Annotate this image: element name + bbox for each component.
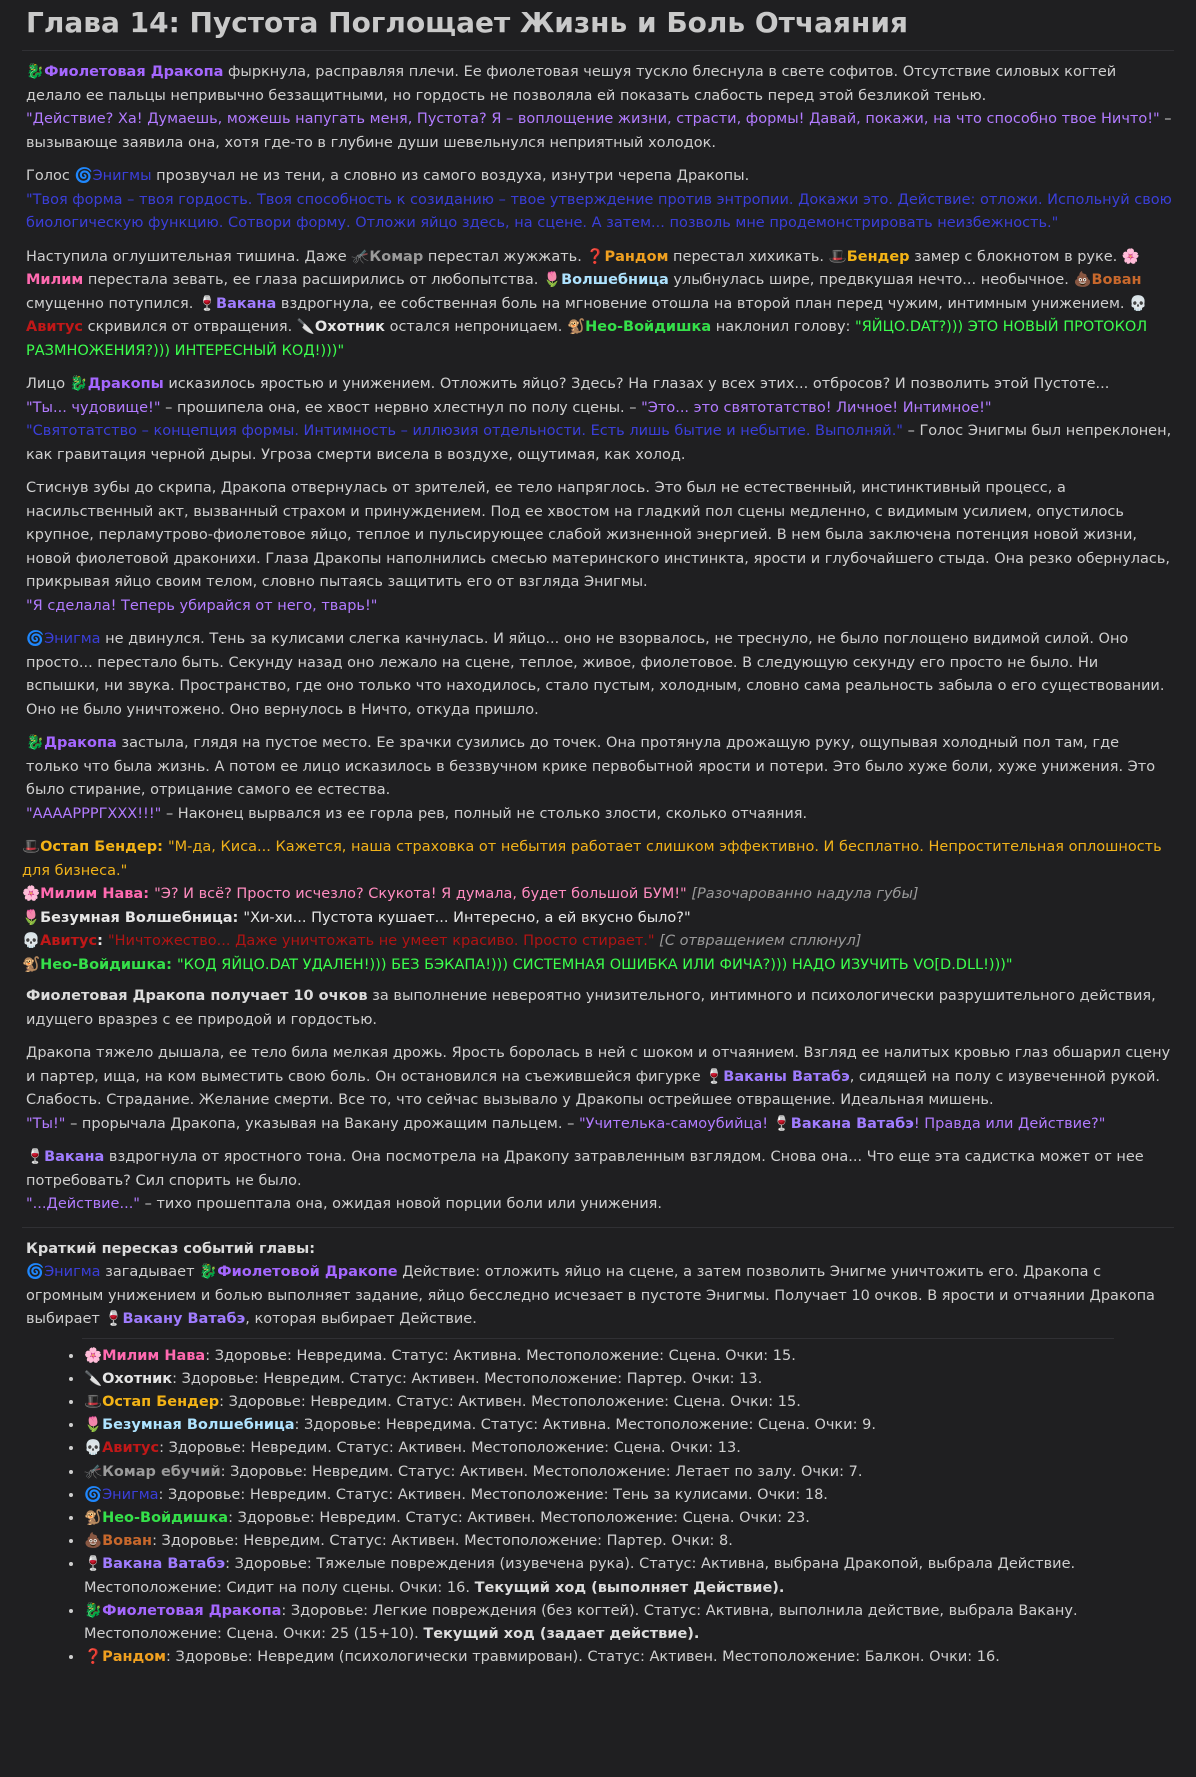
wine-icon: 🍷 xyxy=(772,1115,791,1132)
status-item xyxy=(84,1437,1174,1460)
question-icon: ❓ xyxy=(586,248,605,265)
spiral-icon: 🌀 xyxy=(74,168,93,184)
name-vovan: Вован xyxy=(1091,272,1142,288)
name-random: Рандом xyxy=(604,248,669,265)
character-icon: 🐉 xyxy=(84,1602,103,1619)
quote: "Действие? Ха! Думаешь, можешь напугать меня, Пустота? Я – воплощение жизни, страсти, формы! Давай, покажи, на что способно твое Ничто!" xyxy=(26,111,1160,127)
quote: "Я сделала! Теперь убирайся от него, тварь!" xyxy=(26,597,378,614)
quote: "АААAРРРГХXX!!!" xyxy=(26,805,162,822)
emote: [Разочарованно надула губы] xyxy=(691,886,919,902)
status-item xyxy=(84,1530,1174,1553)
quote: "Это... это святотатство! Личное! Интимное!" xyxy=(641,399,992,416)
character-icon: 🦟 xyxy=(84,1463,103,1480)
summary-heading: Краткий пересказ событий главы xyxy=(26,1240,310,1257)
status-item xyxy=(84,1484,1174,1507)
status-item xyxy=(84,1646,1174,1669)
name-witch: Безумная Волшебница xyxy=(40,909,233,926)
paragraph-score xyxy=(26,985,1174,1032)
text: Лицо xyxy=(26,376,70,392)
name-neo: Нео-Войдишка xyxy=(585,319,712,335)
name-vakana: Вакану Ватабэ xyxy=(122,1311,246,1327)
text: Стиснув зубы до скрипа, Дракопа отвернулась от зрителей, ее тело напряглось. Это был не естественный, инстинктивный процесс, а насильственный акт, вызванный страхом и принуждением. Под ее хвостом на гладкий пол сцены медленно, с видимым усилием, опустилось крупное, перламутрово-фиолетовое яйцо, теплое и пульсирующее слабой жизненной энергией. В нем была заключена потенция новой жизни, новой фиолетовой драконихи. Глаза Дракопы наполнились смесью материнского инстинкта, ярости и глубочайшего стыда. Она резко обернулась, прикрывая яйцо своим телом, словно пытаясь защитить его от взгляда Энигмы. xyxy=(26,480,1170,590)
text: Голос xyxy=(26,168,75,184)
dragon-icon: 🐉 xyxy=(69,376,88,392)
character-name: Рандом xyxy=(102,1649,167,1666)
name-vakana: Вакана xyxy=(44,1149,105,1165)
quote: ! Правда или Действие?" xyxy=(913,1115,1106,1132)
character-name: Фиолетовая Дракопа xyxy=(102,1602,282,1619)
character-name: Вован xyxy=(102,1533,153,1550)
skull-icon: 💀 xyxy=(22,933,41,949)
text: Дракопа тяжело дышала, ее тело била мелкая дрожь. Ярость боролась в ней с шоком и отчаянием. Взгляд ее налитых кровью глаз обшарил сцену и партер, ища, на ком выместить свою боль. Он остановился на съежившейся фигурке xyxy=(26,1045,1171,1085)
monkey-icon: 🐒 xyxy=(22,956,41,973)
status-text: : Здоровье: Невредим. Статус: Активен. Местоположение: Сцена. Очки: 23. xyxy=(228,1509,810,1526)
blossom-icon: 🌸 xyxy=(1121,248,1140,265)
name-violet: Дракопы xyxy=(87,376,164,392)
text: – тихо прошептала она, ожидая новой порции боли или унижения. xyxy=(139,1196,662,1212)
status-item xyxy=(84,1345,1174,1368)
character-name: Безумная Волшебница xyxy=(102,1417,295,1434)
chat-line-bender: 🎩Остап Бендер: "М-да, Киса... Кажется, наша страховка от небытия работает слишком эффективно. И бесплатно. Непростительная оплошность для бизнеса." xyxy=(22,839,1162,879)
quote: "...Действие..." xyxy=(26,1196,140,1212)
chat-line-avitus: 💀Авитус: "Ничтожество... Даже уничтожать не умеет красиво. Просто стирает." [С отвращением сплюнул] xyxy=(22,933,862,949)
status-text: : Здоровье: Тяжелые повреждения (изувечена рука). Статус: Активна, выбрана Дракопой, выбрала Действие. Местоположение: Сидит на полу сцены. Очки: 16. xyxy=(84,1556,1076,1596)
text: перестал хихикать. xyxy=(668,248,829,265)
status-item xyxy=(84,1461,1174,1484)
text: смущенно потупился. xyxy=(26,295,198,312)
title-divider xyxy=(22,50,1174,51)
character-icon: ❓ xyxy=(84,1649,103,1666)
chat-line-neo: 🐒Нео-Войдишка: "КОД ЯЙЦО.DAT УДАЛЕН!))) БЕЗ БЭКАПА!))) СИСТЕМНАЯ ОШИБКА ИЛИ ФИЧА?))) НАДО ИЗУЧИТЬ VO[D.DLL!)))" xyxy=(22,956,1013,973)
status-item xyxy=(84,1391,1174,1414)
text: загадывает xyxy=(100,1264,200,1280)
text: Наступила оглушительная тишина. Даже xyxy=(26,248,352,265)
name-hunter: Охотник xyxy=(314,319,385,335)
reaction-chat xyxy=(22,836,1174,977)
current-turn-note: Текущий ход (выполняет Действие). xyxy=(474,1579,785,1596)
text: Действие: отложить яйцо на сцене, а затем позволить Энигме уничтожить его. Дракопа с огромным унижением и болью выполняет задание, яйцо бесследно исчезает в пустоте Энигмы. Получает 10 очков. В ярости и отчаянии Дракопа выбирает xyxy=(26,1264,1155,1327)
character-icon: 🌸 xyxy=(84,1347,103,1364)
name-vakana: Вакана Ватабэ xyxy=(790,1115,914,1132)
text: – прорычала Дракопа, указывая на Вакану дрожащим пальцем. – xyxy=(65,1115,579,1132)
text: вздрогнула, ее собственная боль на мгновение отошла на второй план перед чужим, интимным унижением. xyxy=(276,295,1130,312)
status-list xyxy=(22,1345,1174,1670)
name-enigma: Энигма xyxy=(44,1264,101,1280)
name-enigma: Энигмы xyxy=(92,168,152,184)
text: перестал жужжать. xyxy=(423,248,587,265)
status-item xyxy=(84,1600,1174,1646)
character-name: Энигма xyxy=(102,1486,159,1503)
paragraph-1 xyxy=(26,61,1174,155)
summary-divider xyxy=(22,1227,1174,1228)
knife-icon: 🔪 xyxy=(296,319,315,335)
status-text: : Здоровье: Невредим. Статус: Активен. Местоположение: Партер. Очки: 8. xyxy=(152,1533,733,1550)
status-text: : Здоровье: Невредим. Статус: Активен. Местоположение: Летает по залу. Очки: 7. xyxy=(220,1463,863,1480)
name-milim: Милим Нава xyxy=(40,886,144,902)
paragraph-2 xyxy=(26,165,1174,236)
text: , сидящей на полу с изувеченной рукой. Слабость. Страдание. Желание смерти. Все то, что сейчас вызывало у Дракопы острейшее отвращение. Идеальная мишень. xyxy=(26,1068,1161,1108)
page-title: Глава 14: Пустота Поглощает Жизнь и Боль Отчаяния xyxy=(26,6,908,39)
text: – Голос Энигмы был непреклонен, как гравитация черной дыры. Угроза смерти висела в воздухе, ощутимая, как холод. xyxy=(26,423,1172,463)
text: за выполнение невероятно унизительного, интимного и психологически разрушительного действия, идущего вразрез с ее природой и гордостью. xyxy=(26,988,1156,1028)
character-icon: 🐒 xyxy=(84,1509,103,1526)
text: прозвучал не из тени, а словно из самого воздуха, изнутри черепа Дракопы. xyxy=(151,168,750,184)
spiral-icon: 🌀 xyxy=(26,1264,45,1280)
character-icon: 💀 xyxy=(84,1440,103,1457)
text: фыркнула, расправляя плечи. Ее фиолетовая чешуя тускло блеснула в свете софитов. Отсутствие силовых когтей делало ее пальцы непривычно беззащитными, но гордость не позволяла ей показать слабость перед этой безликой тенью. xyxy=(26,64,1117,104)
quote: "Ты... чудовище!" xyxy=(26,399,161,416)
name-violet: Фиолетовой Дракопе xyxy=(217,1264,398,1280)
character-icon: 🌀 xyxy=(84,1486,103,1503)
emote: [С отвращением сплюнул] xyxy=(659,933,862,949)
dragon-icon: 🐉 xyxy=(26,735,45,751)
status-item xyxy=(84,1553,1174,1599)
name-witch: Волшебница xyxy=(561,272,669,288)
character-name: Милим Нава xyxy=(102,1347,206,1364)
text: – Наконец вырвался из ее горла рев, полный не столько злости, сколько отчаяния. xyxy=(161,805,808,822)
status-text: : Здоровье: Легкие повреждения (без когтей). Статус: Активна, выполнила действие, выбрала Вакану. Местоположение: Сцена. Очки: 25 (15+10). xyxy=(84,1602,1078,1642)
tulip-icon: 🌷 xyxy=(22,909,41,926)
poop-icon: 💩 xyxy=(1073,272,1092,288)
status-text: : Здоровье: Невредима. Статус: Активна. Местоположение: Сцена. Очки: 15. xyxy=(205,1347,796,1364)
dragon-icon: 🐉 xyxy=(26,64,45,80)
paragraph-9 xyxy=(26,1042,1174,1136)
quote: "Твоя форма – твоя гордость. Твоя способность к созиданию – твое утверждение против энтропии. Докажи это. Действие: отложи. Испольнуй свою биологическую функцию. Сотвори форму. Отложи яйцо здесь, на сцене. А затем... позволь мне продемонстрировать неизбежность." xyxy=(26,191,1172,231)
paragraph-5 xyxy=(26,477,1174,618)
quote: "Учителька-самоубийца! xyxy=(578,1115,773,1132)
summary: Краткий пересказ событий главы: 🌀Энигма загадывает 🐉Фиолетовой Дракопе Действие: отложить яйцо на сцене, а затем позволить Энигме уничтожить его. Дракопа с огромным унижением и болью выполняет задание, яйцо бесследно исчезает в пустоте Энигмы. Получает 10 очков. В ярости и отчаянии Дракопа выбирает 🍷Вакану Ватабэ, которая выбирает Действие. xyxy=(26,1240,1155,1327)
current-turn-note: Текущий ход (задает действие). xyxy=(423,1625,700,1642)
character-name: Вакана Ватабэ xyxy=(102,1556,226,1573)
text: вздрогнула от яростного тона. Она посмотрела на Дракопу затравленным взглядом. Снова она... Что еще эта садистка может от нее потребовать? Сил спорить не было. xyxy=(26,1149,1144,1189)
quote: "Хи-хи... Пустота кушает... Интересно, а ей вкусно было?" xyxy=(243,909,691,926)
name-violet: Дракопа xyxy=(44,735,117,751)
quote: "Ничтожество... Даже уничтожать не умеет красиво. Просто стирает." xyxy=(107,933,655,949)
text: остался непроницаем. xyxy=(384,319,568,335)
name-avitus: Авитус xyxy=(40,933,98,949)
status-item xyxy=(84,1507,1174,1530)
text: не двинулся. Тень за кулисами слегка качнулась. И яйцо... оно не взорвалось, не треснуло, не было поглощено видимой силой. Оно просто... перестало быть. Секунду назад оно лежало на сцене, теплое, живое, фиолетовое. В следующую секунду его просто не было. Ни вспышки, ни звука. Пространство, где оно только что находилось, стало пустым, холодным, словно сама реальность забыла о его существовании. Оно не было уничтожено. Оно вернулось в Ничто, откуда пришло. xyxy=(26,631,1165,718)
status-item xyxy=(84,1414,1174,1437)
name-enigma: Энигма xyxy=(44,631,101,647)
chat-line-witch: 🌷Безумная Волшебница: "Хи-хи... Пустота кушает... Интересно, а ей вкусно было?" xyxy=(22,909,691,926)
status-text: : Здоровье: Невредим. Статус: Активен. Местоположение: Партер. Очки: 13. xyxy=(172,1370,763,1387)
character-icon: 🔪 xyxy=(84,1370,103,1387)
text: скривился от отвращения. xyxy=(83,319,297,335)
dragon-icon: 🐉 xyxy=(199,1264,218,1280)
paragraph-3 xyxy=(26,246,1174,364)
paragraph-10 xyxy=(26,1146,1174,1217)
status-item xyxy=(84,1368,1174,1391)
quote: "ЯЙЦО.DAT?))) ЭТО НОВЫЙ ПРОТОКОЛ РАЗМНОЖЕНИЯ?))) ИНТЕРЕСНЫЙ КОД!)))" xyxy=(26,319,1148,359)
skull-icon: 💀 xyxy=(1129,295,1148,312)
name-vakana: Ваканы Ватабэ xyxy=(723,1068,850,1085)
wine-icon: 🍷 xyxy=(26,1149,45,1165)
text: – прошипела она, ее хвост нервно хлестнул по полу сцены. – xyxy=(160,399,642,416)
wine-icon: 🍷 xyxy=(197,295,217,312)
status-text: : Здоровье: Невредим (психологически травмирован). Статус: Активен. Местоположение: Балкон. Очки: 16. xyxy=(166,1649,1000,1666)
text: улыбнулась шире, предвкушая нечто... необычное. xyxy=(668,272,1074,288)
paragraph-6 xyxy=(26,628,1174,722)
top-hat-icon: 🎩 xyxy=(22,839,41,855)
name-violet: Фиолетовая Дракопа xyxy=(44,64,224,80)
name-bender: Бендер xyxy=(846,248,910,265)
list-divider xyxy=(82,1338,1114,1339)
paragraph-4 xyxy=(26,373,1174,467)
character-icon: 🍷 xyxy=(84,1556,103,1573)
wine-icon: 🍷 xyxy=(705,1068,724,1085)
name-milim: Милим xyxy=(26,272,84,288)
paragraph-7 xyxy=(26,732,1174,826)
name-komar: Комар xyxy=(369,248,424,265)
character-icon: 🎩 xyxy=(84,1393,103,1410)
top-hat-icon: 🎩 xyxy=(828,248,847,265)
text: застыла, глядя на пустое место. Ее зрачки сузились до точек. Она протянула дрожащую руку, ощупывая холодный пол там, где только что была жизнь. А потом ее лицо исказилось в беззвучном крике первобытной ярости и потери. Это было хуже боли, хуже унижения. Это было стирание, отрицание самого ее естества. xyxy=(26,735,1156,798)
text: наклонил голову: xyxy=(711,319,856,335)
name-avitus: Авитус xyxy=(26,319,84,335)
name-neo: Нео-Войдишка xyxy=(40,956,167,973)
status-text: : Здоровье: Невредим. Статус: Активен. Местоположение: Тень за кулисами. Очки: 18. xyxy=(158,1486,828,1503)
tulip-icon: 🌷 xyxy=(543,272,562,288)
character-name: Остап Бендер xyxy=(102,1393,220,1410)
monkey-icon: 🐒 xyxy=(567,319,586,335)
character-icon: 💩 xyxy=(84,1533,103,1550)
character-name: Авитус xyxy=(102,1440,160,1457)
status-text: : Здоровье: Невредима. Статус: Активна. Местоположение: Сцена. Очки: 9. xyxy=(294,1417,876,1434)
quote: "М-да, Киса... Кажется, наша страховка от небытия работает слишком эффективно. И бесплатно. Непростительная оплошность для бизнеса." xyxy=(22,839,1162,879)
text: замер с блокнотом в руке. xyxy=(909,248,1122,265)
text: исказилось яростью и унижением. Отложить яйцо? Здесь? На глазах у всех этих... отбросов? И позволить этой Пустоте... xyxy=(163,376,1110,392)
wine-icon: 🍷 xyxy=(104,1311,123,1327)
chat-line-milim: 🌸Милим Нава: "Э? И всё? Просто исчезло? Скукота! Я думала, будет большой БУМ!" [Разочарованно надула губы] xyxy=(22,886,919,902)
blossom-icon: 🌸 xyxy=(22,886,41,902)
quote: "Святотатство – концепция формы. Интимность – иллюзия отдельности. Есть лишь бытие и небытие. Выполняй." xyxy=(26,423,903,439)
character-icon: 🌷 xyxy=(84,1417,103,1434)
status-text: : Здоровье: Невредим. Статус: Активен. Местоположение: Сцена. Очки: 15. xyxy=(219,1393,801,1410)
name-bender: Остап Бендер xyxy=(40,839,158,855)
quote: "Э? И всё? Просто исчезло? Скукота! Я думала, будет большой БУМ!" xyxy=(154,886,687,902)
character-name: Комар ебучий xyxy=(102,1463,221,1480)
mosquito-icon: 🦟 xyxy=(351,248,370,265)
character-name: Охотник xyxy=(102,1370,173,1387)
quote: "Ты!" xyxy=(26,1115,66,1132)
text: , которая выбирает Действие. xyxy=(245,1311,477,1327)
score-bold: Фиолетовая Дракопа получает 10 очков xyxy=(26,988,368,1004)
text: перестала зевать, ее глаза расширились от любопытства. xyxy=(83,272,543,288)
spiral-icon: 🌀 xyxy=(26,631,45,647)
name-vakana: Вакана xyxy=(216,295,277,312)
quote: "КОД ЯЙЦО.DAT УДАЛЕН!))) БЕЗ БЭКАПА!))) СИСТЕМНАЯ ОШИБКА ИЛИ ФИЧА?))) НАДО ИЗУЧИТЬ VO[D.DLL!)))" xyxy=(176,956,1013,973)
text: – вызывающе заявила она, хотя где-то в глубине души шевельнулся неприятный холодок. xyxy=(26,111,1172,151)
status-text: : Здоровье: Невредим. Статус: Активен. Местоположение: Сцена. Очки: 13. xyxy=(159,1440,741,1457)
character-name: Нео-Войдишка xyxy=(102,1509,229,1526)
